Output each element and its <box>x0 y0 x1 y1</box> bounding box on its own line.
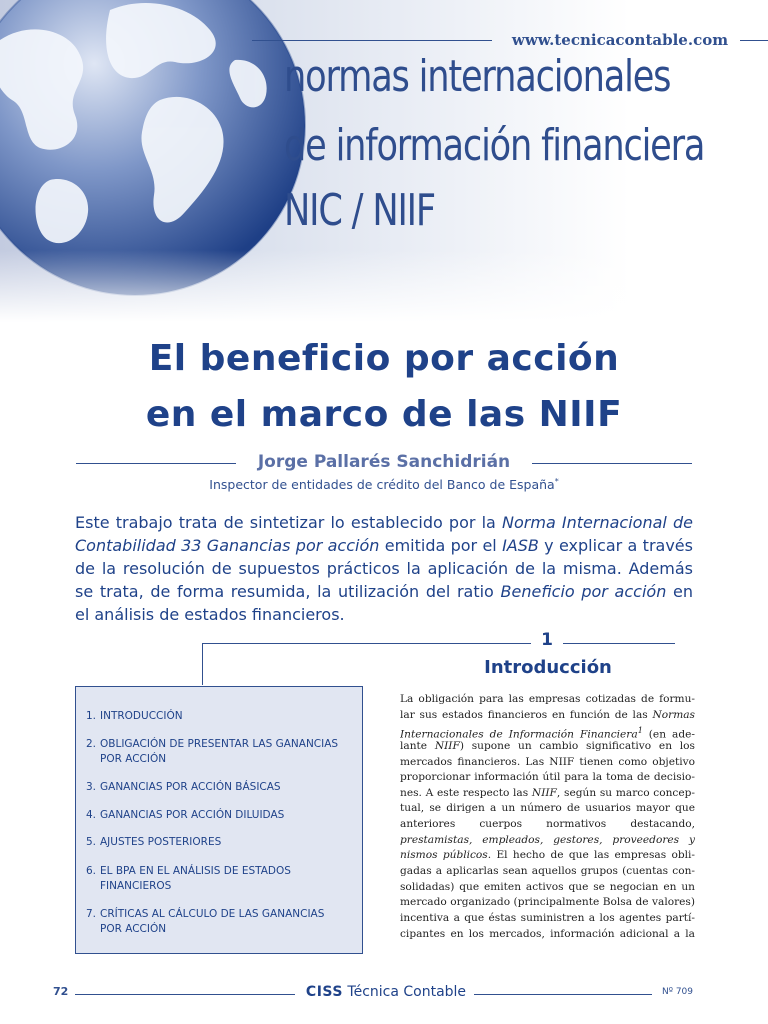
abstract-emphasis: Beneficio por acción <box>500 582 667 601</box>
body-text-line <box>400 801 695 817</box>
abstract-text: y explicar a través de la resolución de supuestos prácticos la aplicación de la misma. Además se trata, de forma resumida, la utilización del ratio <box>75 536 693 601</box>
toc-item[interactable] <box>86 709 348 724</box>
page-number: 72 <box>53 985 69 998</box>
body-text: nes. A este respecto las <box>400 786 532 799</box>
abstract-emphasis: Norma Internacional de Contabilidad 33 Ganancias por acción <box>75 513 693 555</box>
body-text-line <box>400 817 695 833</box>
toc-item[interactable] <box>86 835 348 850</box>
body-text: mercado organizado (principalmente Bolsa de valores) <box>400 896 695 909</box>
publication-heading-line-2: de información financiera <box>284 120 705 171</box>
body-emphasis: Internacionales de Información Financiera <box>400 728 638 739</box>
body-text: mercados financieros. Las NIIF tienen como objetivo <box>400 755 695 768</box>
body-text: solidadas) que emiten activos que se negocian en un <box>400 880 695 893</box>
body-text: La obligación para las empresas cotizadas de formu- <box>400 693 695 705</box>
footnote-marker: 1 <box>637 726 643 736</box>
body-text-line <box>400 927 695 943</box>
body-text-line <box>400 692 695 708</box>
divider <box>474 994 652 995</box>
body-text-line <box>400 880 695 896</box>
body-emphasis: NIIF <box>531 786 557 799</box>
connector-line <box>202 643 203 685</box>
abstract-text: en el análisis de estados financieros. <box>75 582 694 624</box>
body-text: tual, se dirigen a un número de usuarios mayor que <box>400 802 695 815</box>
body-column <box>400 692 695 942</box>
body-text: ) supone un cambio significativo en los <box>459 739 695 752</box>
body-text-line <box>400 755 695 771</box>
site-url-link[interactable]: www.tecnicacontable.com <box>511 31 729 49</box>
author-name: Jorge Pallarés Sanchidrián <box>257 452 511 472</box>
toc-item-number: 2. <box>86 738 97 750</box>
toc-item[interactable] <box>86 780 348 795</box>
body-emphasis: NIIF <box>434 739 460 752</box>
divider <box>740 40 768 41</box>
body-text-line <box>400 739 695 755</box>
abstract-text: Este trabajo trata de sintetizar lo establecido por la <box>75 513 503 532</box>
body-text-line <box>400 895 695 911</box>
toc-item-number: 1. <box>86 710 97 722</box>
toc-item-label: GANANCIAS POR ACCIÓN DILUIDAS <box>100 809 285 821</box>
publication-heading-line-1: normas internacionales <box>284 51 671 102</box>
toc-item-number: 4. <box>86 809 97 821</box>
connector-line <box>202 643 531 644</box>
publication-heading-line-3: NIC / NIIF <box>284 185 435 236</box>
brand-name: Técnica Contable <box>342 984 467 1000</box>
author-affiliation <box>0 477 768 492</box>
publication-brand <box>298 984 474 1000</box>
footnote-marker: * <box>554 477 559 486</box>
body-emphasis: nismos públicos <box>400 849 488 862</box>
body-text: cipantes en los mercados, información adicional a la <box>400 927 695 940</box>
body-text-line <box>400 708 695 724</box>
body-text-line <box>400 911 695 927</box>
toc-item-label: OBLIGACIÓN DE PRESENTAR LAS GANANCIAS POR ACCIÓN <box>100 738 339 765</box>
body-text-line <box>400 864 695 880</box>
toc-item-number: 6. <box>86 865 97 877</box>
body-text-line <box>400 786 695 802</box>
divider <box>75 994 295 995</box>
table-of-contents <box>75 686 363 954</box>
body-emphasis: Normas <box>652 708 695 721</box>
body-text: . El hecho de que las empresas obli- <box>487 849 695 862</box>
affiliation-text: Inspector de entidades de crédito del Banco de España <box>209 477 555 493</box>
toc-item-number: 5. <box>86 836 97 848</box>
toc-item[interactable] <box>86 864 348 894</box>
body-text: (en ade- <box>642 728 695 739</box>
body-text-line <box>400 833 695 849</box>
divider <box>563 643 675 644</box>
article-title-line-2: en el marco de las NIIF <box>145 394 623 435</box>
toc-item[interactable] <box>86 907 348 937</box>
section-title: Introducción <box>484 657 612 678</box>
body-text: incentiva a que éstas suministren a los agentes partí- <box>400 911 695 924</box>
article-abstract <box>75 511 693 626</box>
body-text: lante <box>400 739 435 752</box>
divider <box>532 463 692 464</box>
abstract-emphasis: IASB <box>502 536 539 555</box>
toc-item-number: 7. <box>86 908 97 920</box>
section-number: 1 <box>541 630 553 650</box>
toc-item-label: CRÍTICAS AL CÁLCULO DE LAS GANANCIAS POR ACCIÓN <box>100 908 325 935</box>
article-title-line-1: El beneficio por acción <box>148 338 620 379</box>
toc-item[interactable] <box>86 808 348 823</box>
toc-item-label: GANANCIAS POR ACCIÓN BÁSICAS <box>100 781 281 793</box>
toc-item-label: AJUSTES POSTERIORES <box>100 836 222 848</box>
toc-item-label: EL BPA EN EL ANÁLISIS DE ESTADOS FINANCIEROS <box>100 865 291 892</box>
body-text-line <box>400 723 695 739</box>
body-text: gadas a aplicarlas sean aquellos grupos (cuentas con- <box>400 865 695 878</box>
body-text-line <box>400 770 695 786</box>
divider <box>252 40 492 41</box>
body-text: , según su marco concep- <box>556 786 695 799</box>
toc-item-number: 3. <box>86 781 97 793</box>
toc-item[interactable] <box>86 737 348 767</box>
banner-fade <box>0 250 768 322</box>
body-text: lar sus estados financieros en función de las <box>400 708 653 721</box>
body-text: anteriores cuerpos normativos destacando, <box>400 818 695 831</box>
issue-number: Nº 709 <box>662 987 694 997</box>
brand-logo-text: CISS <box>305 984 343 1000</box>
body-text: proporcionar información útil para la toma de decisio- <box>400 771 695 784</box>
body-emphasis: prestamistas, empleados, gestores, proveedores y <box>400 833 695 846</box>
body-text-line <box>400 848 695 864</box>
abstract-text: emitida por el <box>379 536 503 555</box>
toc-item-label: INTRODUCCIÓN <box>100 710 183 722</box>
